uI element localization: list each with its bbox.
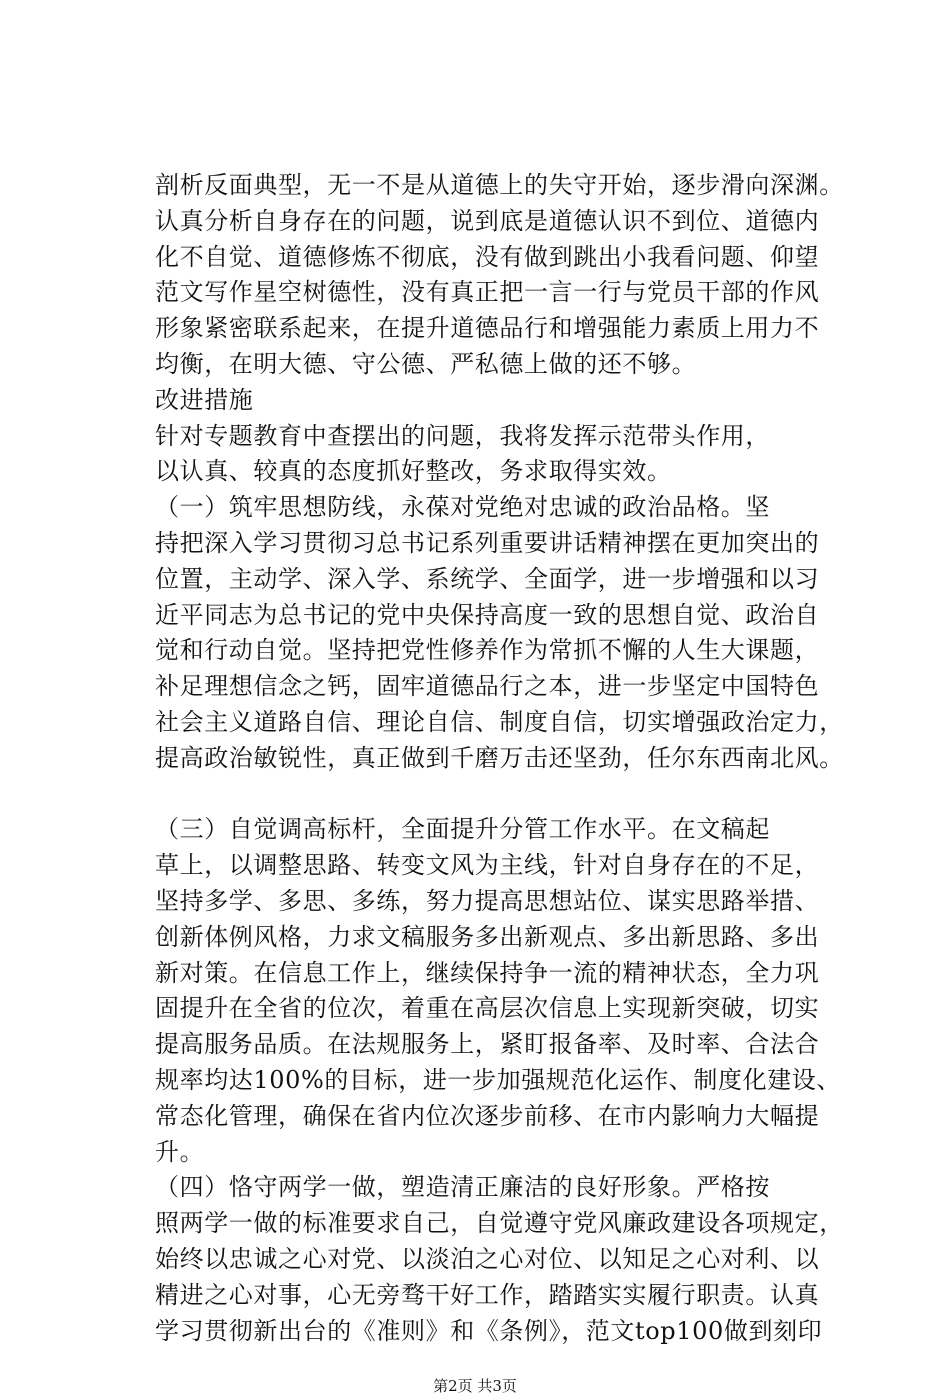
text-line: 均衡，在明大德、守公德、严私德上做的还不够。 [155, 350, 697, 378]
text-line: 精进之心对事，心无旁骛干好工作，踏踏实实履行职责。认真 [155, 1281, 820, 1309]
text-line: 固提升在全省的位次，着重在高层次信息上实现新突破，切实 [155, 994, 820, 1022]
text-line: 形象紧密联系起来，在提升道德品行和增强能力素质上用力不 [155, 314, 820, 342]
text-line: 觉和行动自觉。坚持把党性修养作为常抓不懈的人生大课题， [155, 636, 820, 664]
text-line: （三）自觉调高标杆，全面提升分管工作水平。在文稿起 [155, 815, 770, 843]
text-line: 位置，主动学、深入学、系统学、全面学，进一步增强和以习 [155, 565, 820, 593]
text-line: 创新体例风格，力求文稿服务多出新观点、多出新思路、多出 [155, 923, 820, 951]
text-line: 化不自觉、道德修炼不彻底，没有做到跳出小我看问题、仰望 [155, 243, 820, 271]
text-line: 补足理想信念之钙，固牢道德品行之本，进一步坚定中国特色 [155, 672, 820, 700]
text-line: 草上，以调整思路、转变文风为主线，针对自身存在的不足， [155, 851, 820, 879]
text-line: 近平同志为总书记的党中央保持高度一致的思想自觉、政治自 [155, 601, 820, 629]
text-line: （一）筑牢思想防线，永葆对党绝对忠诚的政治品格。坚 [155, 493, 770, 521]
text-line: 以认真、较真的态度抓好整改，务求取得实效。 [155, 457, 672, 485]
text-line: 照两学一做的标准要求自己，自觉遵守党风廉政建设各项规定， [155, 1209, 844, 1237]
text-line: 升。 [155, 1138, 205, 1166]
text-line: 坚持多学、多思、多练，努力提高思想站位、谋实思路举措、 [155, 887, 820, 915]
text-line: 常态化管理，确保在省内位次逐步前移、在市内影响力大幅提 [155, 1102, 820, 1130]
text-line: 社会主义道路自信、理论自信、制度自信，切实增强政治定力， [155, 708, 844, 736]
text-line: 针对专题教育中查摆出的问题，我将发挥示范带头作用， [155, 422, 770, 450]
text-line: 提高政治敏锐性，真正做到千磨万击还坚劲，任尔东西南北风。 [155, 744, 844, 772]
text-line: （四）恪守两学一做，塑造清正廉洁的良好形象。严格按 [155, 1173, 770, 1201]
text-line: 学习贯彻新出台的《准则》和《条例》，范文top100做到刻印 [155, 1317, 823, 1345]
text-line: 新对策。在信息工作上，继续保持争一流的精神状态，全力巩 [155, 959, 820, 987]
text-line: 范文写作星空树德性，没有真正把一言一行与党员干部的作风 [155, 278, 820, 306]
text-line: 规率均达100%的目标，进一步加强规范化运作、制度化建设、 [155, 1066, 842, 1094]
section-heading: 改进措施 [155, 386, 254, 414]
text-line: 认真分析自身存在的问题，说到底是道德认识不到位、道德内 [155, 207, 820, 235]
text-line: 剖析反面典型，无一不是从道德上的失守开始，逐步滑向深渊。 [155, 171, 844, 199]
page-footer: 第2页 共3页 [433, 1377, 517, 1395]
text-line: 始终以忠诚之心对党、以淡泊之心对位、以知足之心对利、以 [155, 1245, 820, 1273]
text-line: 持把深入学习贯彻习总书记系列重要讲话精神摆在更加突出的 [155, 529, 820, 557]
text-line: 提高服务品质。在法规服务上，紧盯报备率、及时率、合法合 [155, 1030, 820, 1058]
